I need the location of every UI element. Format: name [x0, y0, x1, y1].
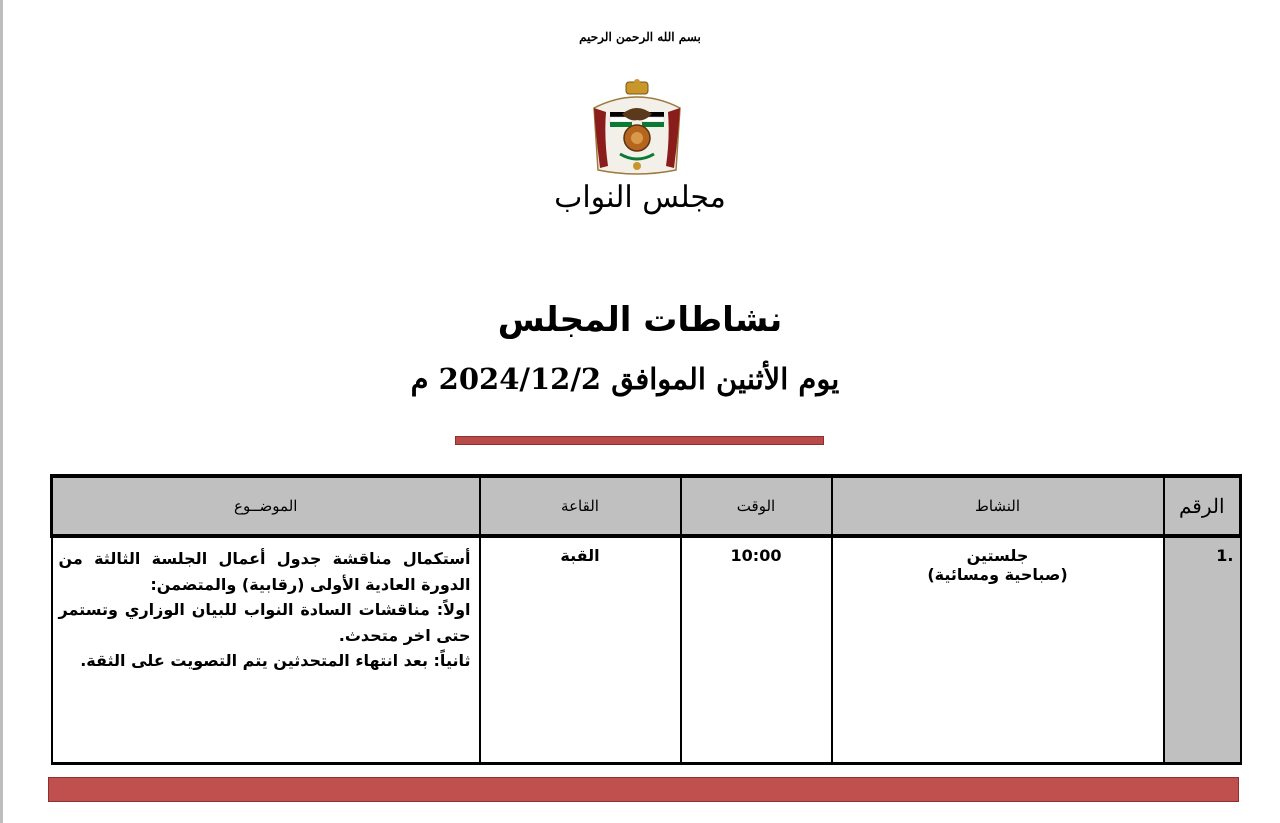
subject-item-first: اولاً: مناقشات السادة النواب للبيان الوزاري وتستمر حتى اخر متحدث. — [58, 600, 471, 645]
activities-table — [50, 474, 1242, 765]
column-header-subject: الموضــوع — [52, 476, 480, 536]
subject-intro: أستكمال مناقشة جدول أعمال الجلسة الثالثة من الدورة العادية الأولى (رقابية) والمتضمن: — [58, 549, 471, 594]
basmala: بسم الله الرحمن الرحيم — [579, 30, 701, 44]
footer-accent-bar — [48, 777, 1239, 802]
table-header-row — [52, 476, 1241, 536]
cell-activity — [832, 536, 1164, 764]
subject-item-second: ثانياً: بعد انتهاء المتحدثين يتم التصويت على الثقة. — [80, 651, 471, 670]
cell-time: 10:00 — [681, 536, 832, 764]
page-edge — [0, 0, 3, 823]
cell-hall: القبة — [480, 536, 681, 764]
page-title: نشاطات المجلس — [497, 300, 783, 340]
column-header-hall: القاعة — [480, 476, 681, 536]
table-row — [52, 536, 1241, 764]
column-header-number: الرقم — [1164, 476, 1241, 536]
institution-calligraphy: مجلس النواب — [554, 180, 726, 215]
title-underline-bar — [455, 436, 824, 445]
page-date: يوم الأثنين الموافق 2024/12/2 م — [410, 362, 840, 396]
cell-subject — [52, 536, 480, 764]
activity-type: جلستين — [966, 546, 1029, 565]
activity-detail: (صباحية ومسائية) — [927, 565, 1068, 584]
coat-of-arms-emblem — [584, 78, 690, 180]
cell-number: .1 — [1164, 536, 1241, 764]
column-header-time: الوقت — [681, 476, 832, 536]
column-header-activity: النشاط — [832, 476, 1164, 536]
